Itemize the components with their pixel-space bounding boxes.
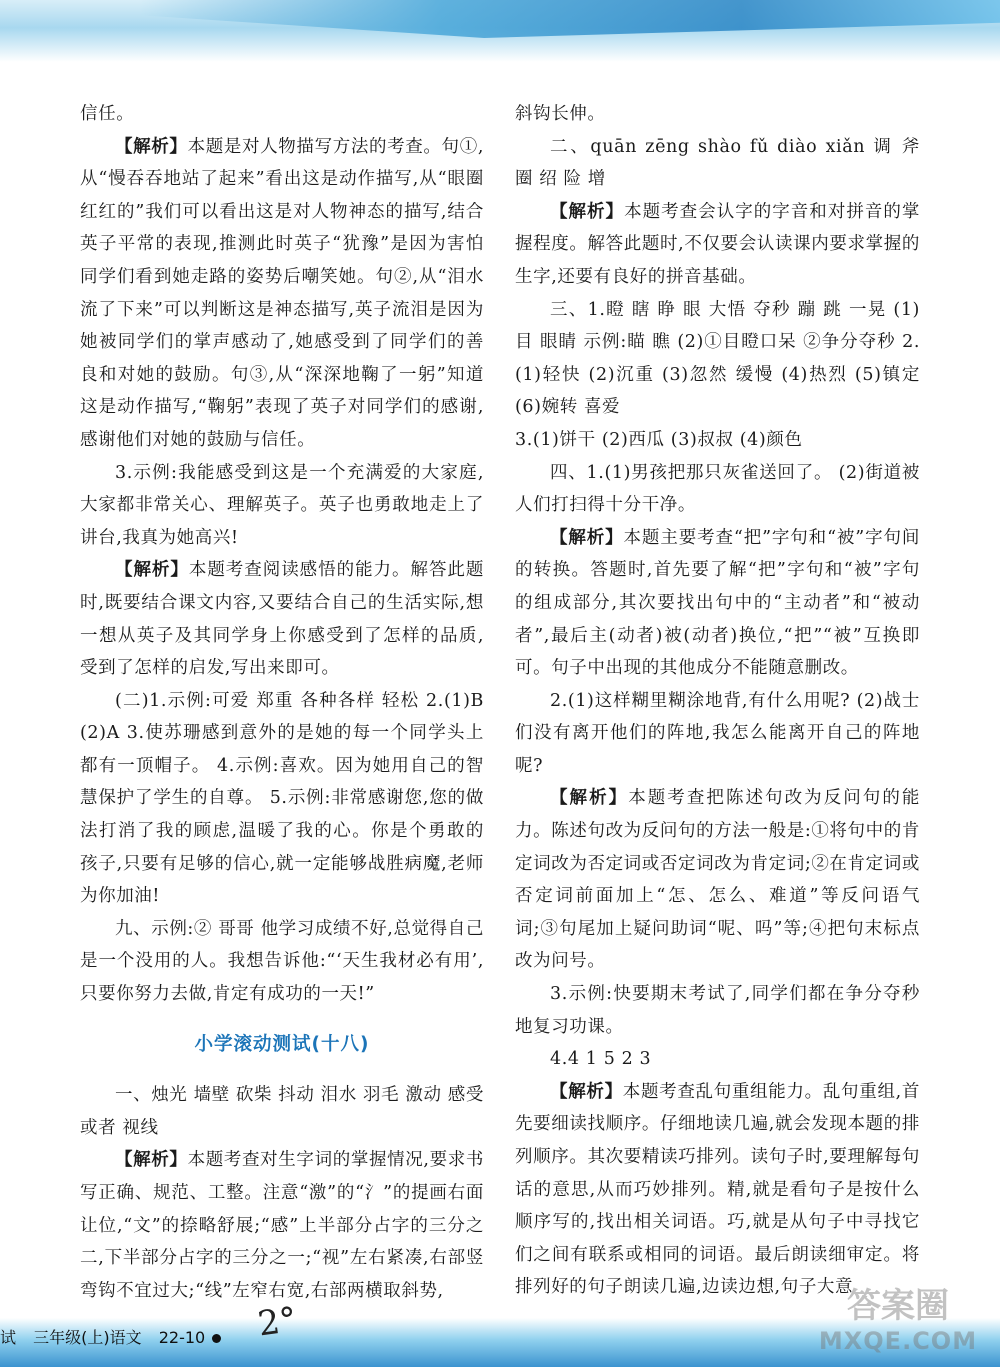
handwriting-mark: 2° xyxy=(255,1299,300,1345)
answer-paragraph xyxy=(80,685,484,913)
answer-paragraph xyxy=(515,424,920,457)
top-banner-stripe xyxy=(140,0,1000,38)
left-column xyxy=(80,98,484,1307)
paragraph-text: 三、1.瞪 瞎 睁 眼 大悟 夺秒 蹦 跳 一晃 (1)目 眼睛 示例:瞄 瞧 (2)①目瞪口呆 ②争分夺秒 2.(1)轻快 (2)沉重 (3)忽然 缓慢 (4)热烈 (5)镇定 (6)婉转 喜爱 xyxy=(515,299,920,418)
paragraph-text: 一、烛光 墙壁 砍柴 抖动 泪水 羽毛 激动 感受 或者 视线 xyxy=(80,1085,484,1138)
watermark-logo xyxy=(808,1286,988,1364)
right-column xyxy=(515,98,920,1304)
answer-paragraph xyxy=(515,294,920,424)
paragraph-text: 本题是对人物描写方法的考查。句①,从“慢吞吞地站了起来”看出这是动作描写,从“眼圈红红的”我们可以看出这是对人物神态的描写,结合英子平常的表现,推测此时英子“犹豫”是因为害怕同学们看到她走路的姿势后嘲笑她。句②,从“泪水流了下来”可以判断这是神态描写,英子流泪是因为她被同学们的掌声感动了,她感受到了同学们的善良和对她的鼓励。句③,从“深深地鞠了一躬”知道这是动作描写,“鞠躬”表现了英子对同学们的感谢,感谢他们对她的鼓励与信任。 xyxy=(80,136,485,450)
page-code-text: 22-10 xyxy=(158,1328,206,1347)
footer-grade-subject: 三年级(上)语文 xyxy=(33,1328,142,1347)
answer-paragraph xyxy=(515,131,920,196)
answer-paragraph xyxy=(80,1079,484,1144)
answer-paragraph xyxy=(80,1144,484,1307)
analysis-tag: 【解析】 xyxy=(115,560,189,581)
paragraph-text: 3.示例:我能感受到这是一个充满爱的大家庭,大家都非常关心、理解英子。英子也勇敢地走上了讲台,我真为她高兴! xyxy=(80,462,484,548)
paragraph-text: 本题考查把陈述句改为反问句的能力。陈述句改为反问句的方法一般是:①将句中的肯定词改为否定词或否定词改为肯定词;②在肯定词或否定词前面加上“怎、怎么、难道”等反问语气词;③句尾加上疑问助词“呢、吗”等;④把句末标点改为问号。 xyxy=(515,788,920,972)
paragraph-text: 本题考查乱句重组能力。乱句重组,首先要细读找顺序。仔细地读几遍,就会发现本题的排列顺序。其次要精读巧排列。读句子时,要理解每句话的意思,从而巧妙排列。精,就是看句子是按什么顺序写的,找出相关词语。巧,就是从句子中寻找它们之间有联系或相同的词语。最后朗读细审定。将排列好的句子朗读几遍,边读边想,句子大意 xyxy=(515,1081,920,1298)
answer-paragraph xyxy=(515,1043,920,1076)
bullet-dot-icon xyxy=(212,1334,221,1343)
footer-page-code xyxy=(159,1328,234,1347)
paragraph-text: 2.(1)这样糊里糊涂地背,有什么用呢? (2)战士们没有离开他们的阵地,我怎么能离开自己的阵地呢? xyxy=(515,690,920,776)
paragraph-text: 3.示例:快要期末考试了,同学们都在争分夺秒地复习功课。 xyxy=(515,984,920,1037)
answer-paragraph xyxy=(515,522,920,685)
answer-paragraph xyxy=(515,685,920,783)
paragraph-text: 信任。 xyxy=(80,104,135,124)
answer-paragraph xyxy=(515,457,920,522)
paragraph-text: (二)1.示例:可爱 郑重 各种各样 轻松 2.(1)B (2)A 3.使苏珊感到意外的是她的每一个同学头上都有一顶帽子。 4.示例:喜欢。因为她用自己的智慧保护了学生的自尊。 5.示例:非常感谢您,您的做法打消了我的顾虑,温暖了我的心。你是个勇敢的孩子,只要有足够的信心,就一定能够战胜病魔,老师为你加油! xyxy=(80,690,484,907)
analysis-tag: 【解析】 xyxy=(550,1081,623,1102)
analysis-tag: 【解析】 xyxy=(550,527,624,548)
paragraph-text: 四、1.(1)男孩把那只灰雀送回了。 (2)街道被人们打扫得十分干净。 xyxy=(515,462,920,516)
section-title: 小学滚动测试(十八) xyxy=(194,1033,370,1055)
top-banner xyxy=(0,0,1000,62)
watermark-line2: MXQE.COM xyxy=(818,1327,978,1355)
paragraph-text: 4.4 1 5 2 3 xyxy=(550,1049,652,1070)
answer-paragraph xyxy=(515,98,920,131)
analysis-tag: 【解析】 xyxy=(550,788,629,809)
answer-paragraph xyxy=(80,554,484,684)
answer-paragraph xyxy=(80,913,484,1011)
analysis-tag: 【解析】 xyxy=(550,201,625,222)
paragraph-text: 九、示例:② 哥哥 他学习成绩不好,总觉得自己是一个没用的人。我想告诉他:“‘天生我材必有用’,只要你努力去做,肯定有成功的一天!” xyxy=(80,918,484,1005)
paragraph-text: 本题主要考查“把”字句和“被”字句间的转换。答题时,首先要了解“把”字句和“被”字句的组成部分,其次要找出句中的“主动者”和“被动者”,最后主(动者)被(动者)换位,“把”“被”互换即可。句子中出现的其他成分不能随意删改。 xyxy=(515,527,920,679)
footer-prefix: 试 xyxy=(0,1328,17,1347)
paragraph-text: 3.(1)饼干 (2)西瓜 (3)叔叔 (4)颜色 xyxy=(515,429,803,450)
paragraph-text: 二、quān zēng shào fǔ diào xiǎn 调 斧 圈 绍 险 增 xyxy=(515,136,920,190)
analysis-tag: 【解析】 xyxy=(115,136,188,157)
paragraph-text: 本题考查对生字词的掌握情况,要求书写正确、规范、工整。注意“激”的“氵”的提画右面让位,“文”的捺略舒展;“感”上半部分占字的三分之二,下半部分占字的三分之一;“视”左右紧凑,右部竖弯钩不宜过大;“线”左窄右宽,右部两横取斜势, xyxy=(80,1150,485,1301)
paragraph-text: 本题考查会认字的字音和对拼音的掌握程度。解答此题时,不仅要会认读课内要求掌握的生字,还要有良好的拼音基础。 xyxy=(515,201,920,287)
analysis-tag: 【解析】 xyxy=(115,1150,188,1171)
answer-paragraph xyxy=(80,131,484,457)
page-footer xyxy=(0,1325,245,1348)
answer-paragraph xyxy=(515,978,920,1043)
answer-paragraph xyxy=(515,196,920,294)
watermark-line1: 答案圈 xyxy=(847,1286,949,1326)
answer-paragraph xyxy=(80,457,484,555)
paragraph-text: 本题考查阅读感悟的能力。解答此题时,既要结合课文内容,又要结合自己的生活实际,想一想从英子及其同学身上你感受到了怎样的品质,受到了怎样的启发,写出来即可。 xyxy=(80,560,484,679)
answer-paragraph xyxy=(515,782,920,978)
answer-paragraph xyxy=(80,98,484,131)
paragraph-text: 斜钩长伸。 xyxy=(515,104,606,124)
answer-paragraph xyxy=(515,1076,920,1304)
